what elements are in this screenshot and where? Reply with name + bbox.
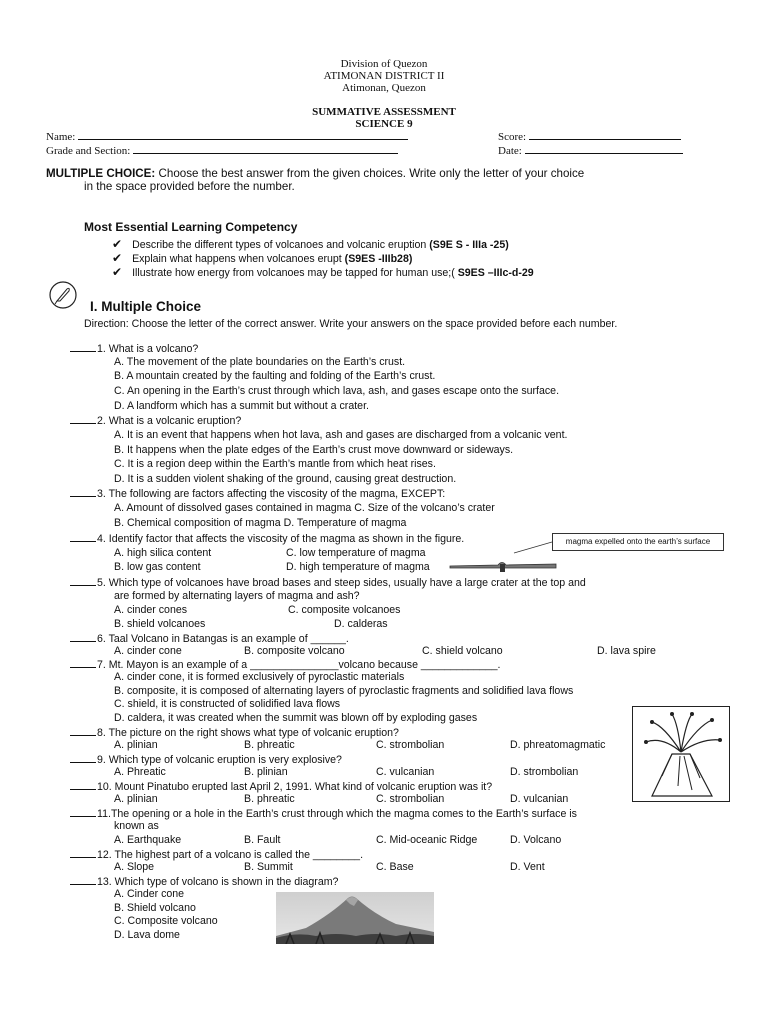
choice: B. Fault: [244, 834, 281, 846]
choice: A. It is an event that happens when hot lava, ash and gases are discharged from a volcanic vent.: [114, 429, 568, 441]
section-title: I. Multiple Choice: [90, 299, 202, 314]
question-text: 8. The picture on the right shows what type of volcanic eruption?: [97, 727, 399, 739]
volcano-photo: [276, 892, 434, 944]
question-text: 5. Which type of volcanoes have broad bases and steep sides, usually have a large crater at the top and: [97, 577, 586, 589]
answer-blank[interactable]: [70, 341, 96, 352]
choice: A. plinian: [114, 739, 158, 751]
answer-blank[interactable]: [70, 779, 96, 790]
choice: B. shield volcanoes: [114, 618, 206, 630]
answer-blank[interactable]: [70, 575, 96, 586]
choice: D. calderas: [334, 618, 388, 630]
question-text: 6. Taal Volcano in Batangas is an example of ______.: [97, 633, 349, 645]
question-text: 4. Identify factor that affects the viscosity of the magma as shown in the figure.: [97, 533, 465, 545]
choice: C. Composite volcano: [114, 915, 218, 927]
choice: C. strombolian: [376, 739, 445, 751]
question-text: 9. Which type of volcanic eruption is very explosive?: [97, 754, 342, 766]
choice: C. Base: [376, 861, 414, 873]
question-text: 12. The highest part of a volcano is called the ________.: [97, 849, 364, 861]
question-continuation: known as: [114, 820, 159, 832]
answer-blank[interactable]: [70, 531, 96, 542]
eruption-picture: [632, 706, 730, 802]
question-2: [70, 413, 241, 428]
direction: Direction: Choose the letter of the correct answer. Write your answers on the space provided before each number.: [84, 318, 618, 330]
district-line: ATIMONAN DISTRICT II: [323, 70, 445, 82]
grade-line[interactable]: [133, 143, 398, 154]
date-label: Date:: [498, 145, 522, 157]
choice: D. Lava dome: [114, 929, 180, 941]
check-icon: ✔: [112, 251, 123, 265]
choice: D. phreatomagmatic: [510, 739, 606, 751]
choice: B. A mountain created by the faulting and folding of the Earth’s crust.: [114, 370, 436, 382]
question-text: 10. Mount Pinatubo erupted last April 2, 1991. What kind of volcanic eruption was it?: [97, 781, 493, 793]
date-line[interactable]: [525, 143, 683, 154]
melc-item: [112, 237, 509, 251]
question-text: 11.The opening or a hole in the Earth’s crust through which the magma comes to the Earth’s surface is: [97, 808, 577, 820]
answer-blank[interactable]: [70, 752, 96, 763]
question-text: 13. Which type of volcano is shown in the diagram?: [97, 876, 339, 888]
instruction: [46, 167, 584, 180]
choice: D. lava spire: [597, 645, 656, 657]
choice: D. It is a sudden violent shaking of the ground, causing great destruction.: [114, 473, 457, 485]
melc-code: (S9ES -IIIb28): [344, 253, 413, 265]
choice: C. An opening in the Earth’s crust through which lava, ash, and gases escape onto the surface.: [114, 385, 560, 397]
melc-item: [112, 251, 412, 265]
answer-blank[interactable]: [70, 725, 96, 736]
choice: B. Summit: [244, 861, 293, 873]
choice: B. phreatic: [244, 739, 295, 751]
score-line[interactable]: [529, 129, 681, 140]
choice: A. Phreatic: [114, 766, 166, 778]
choice: C. shield volcano: [422, 645, 503, 657]
choice: C. Mid-oceanic Ridge: [376, 834, 478, 846]
melc-text: Describe the different types of volcanoes and volcanic eruption: [132, 239, 430, 251]
choice: B. low gas content: [114, 561, 201, 573]
melc-text: Explain what happens when volcanoes erupt: [132, 253, 345, 265]
place-line: Atimonan, Quezon: [342, 82, 426, 94]
choice: A. Slope: [114, 861, 155, 873]
arrow-icon: [510, 540, 554, 556]
instruction-line2: in the space provided before the number.: [84, 180, 295, 193]
question-continuation: are formed by alternating layers of magma and ash?: [114, 590, 360, 602]
choice: D. A landform which has a summit but without a crater.: [114, 400, 369, 412]
date-field[interactable]: [498, 143, 683, 157]
choice: A. Cinder cone: [114, 888, 185, 900]
choice: C. composite volcanoes: [288, 604, 401, 616]
question-text: 2. What is a volcanic eruption?: [97, 415, 242, 427]
answer-blank[interactable]: [70, 806, 96, 817]
answer-blank[interactable]: [70, 631, 96, 642]
choice: B. composite volcano: [244, 645, 345, 657]
melc-code: (S9E S - IIIa -25): [429, 239, 509, 251]
choice: D. Vent: [510, 861, 545, 873]
question-13: [70, 874, 338, 889]
choice: D. caldera, it was created when the summit was blown off by exploding gases: [114, 712, 478, 724]
choice: A. cinder cone, it is formed exclusively of pyroclastic materials: [114, 671, 405, 683]
choice: B. composite, it is composed of alternating layers of pyroclastic fragments and solidified lava flows: [114, 685, 574, 697]
subject-title: SCIENCE 9: [355, 118, 413, 130]
question-text: 1. What is a volcano?: [97, 343, 199, 355]
choice: A. high silica content: [114, 547, 212, 559]
question-text: 7. Mt. Mayon is an example of a _______________volcano because _____________.: [97, 659, 501, 671]
choice: A. The movement of the plate boundaries on the Earth’s crust.: [114, 356, 406, 368]
choice: B. plinian: [244, 766, 288, 778]
answer-blank[interactable]: [70, 486, 96, 497]
melc-title: Most Essential Learning Competency: [84, 220, 298, 234]
name-label: Name:: [46, 131, 76, 143]
choice: C. vulcanian: [376, 766, 435, 778]
choice: B. phreatic: [244, 793, 295, 805]
choice: C. It is a region deep within the Earth’s mantle from which heat rises.: [114, 458, 436, 470]
choice: D. strombolian: [510, 766, 579, 778]
choice: C. low temperature of magma: [286, 547, 426, 559]
choice: A. Amount of dissolved gases contained in magma C. Size of the volcano’s crater: [114, 502, 495, 514]
name-line[interactable]: [78, 129, 408, 140]
question-3: [70, 486, 445, 501]
choice: B. Shield volcano: [114, 902, 196, 914]
answer-blank[interactable]: [70, 657, 96, 668]
answer-blank[interactable]: [70, 413, 96, 424]
choice: A. cinder cones: [114, 604, 188, 616]
check-icon: ✔: [112, 237, 123, 251]
choice: C. strombolian: [376, 793, 445, 805]
choice: B. It happens when the plate edges of the Earth’s crust move downward or sideways.: [114, 444, 514, 456]
score-field[interactable]: [498, 129, 681, 143]
figure-caption: magma expelled onto the earth’s surface: [552, 533, 724, 551]
melc-code: S9ES –IIIc-d-29: [457, 267, 534, 279]
score-label: Score:: [498, 131, 527, 143]
choice: C. shield, it is constructed of solidified lava flows: [114, 698, 341, 710]
grade-label: Grade and Section:: [46, 145, 131, 157]
choice: A. plinian: [114, 793, 158, 805]
question-9: [70, 752, 342, 767]
choice: A. Earthquake: [114, 834, 182, 846]
question-4: [70, 531, 464, 546]
assessment-title: SUMMATIVE ASSESSMENT: [312, 106, 456, 118]
choice: D. high temperature of magma: [286, 561, 430, 573]
quill-icon: [48, 280, 78, 310]
choice: D. Volcano: [510, 834, 562, 846]
choice: A. cinder cone: [114, 645, 182, 657]
grade-field[interactable]: [46, 143, 398, 157]
instruction-label: MULTIPLE CHOICE:: [46, 167, 156, 180]
melc-text: Illustrate how energy from volcanoes may be tapped for human use;(: [132, 267, 458, 279]
choice: B. Chemical composition of magma D. Temperature of magma: [114, 517, 407, 529]
question-1: [70, 341, 198, 356]
question-text: 3. The following are factors affecting the viscosity of the magma, EXCEPT:: [97, 488, 446, 500]
melc-item: [112, 265, 534, 279]
name-field[interactable]: [46, 129, 408, 143]
division-line: Division of Quezon: [340, 58, 428, 70]
question-5: [70, 575, 586, 590]
choice: D. vulcanian: [510, 793, 569, 805]
answer-blank[interactable]: [70, 874, 96, 885]
check-icon: ✔: [112, 265, 123, 279]
answer-blank[interactable]: [70, 847, 96, 858]
instruction-line1: Choose the best answer from the given choices. Write only the letter of your choice: [155, 167, 585, 180]
